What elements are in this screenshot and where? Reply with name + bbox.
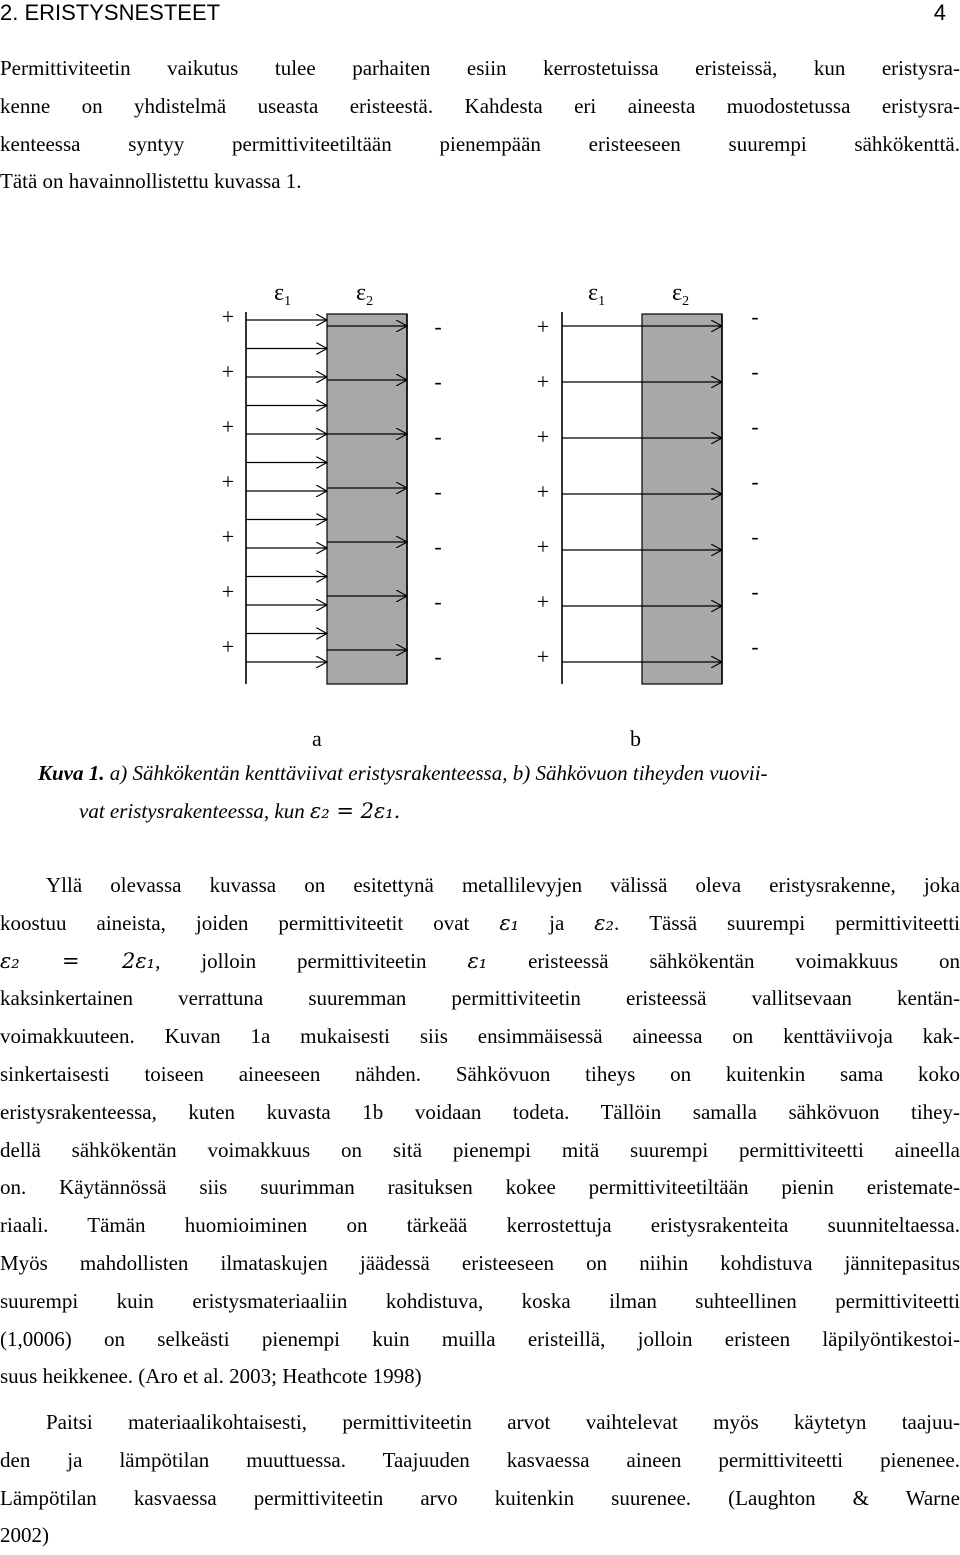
panel-b (537, 280, 759, 751)
body-line: voimakkuuteen. Kuvan 1a mukaisesti siis ensimmäisessä aineessa on kenttäviivoja kak- (0, 1024, 960, 1049)
math-eps2: ε₂ (594, 910, 614, 935)
math-eps1: ε₁ (467, 948, 488, 973)
body-line: koostuu aineista, joiden permittiviteetit ovat ε₁ ja ε₂. Tässä suurempi permittiviteetti (0, 910, 960, 935)
chapter-title: 2. ERISTYSNESTEET (0, 0, 221, 25)
minus-charge-sign: - (434, 534, 442, 559)
minus-charge-sign: - (434, 369, 442, 394)
body-paragraph-1 (0, 867, 960, 1396)
panel-b-eps1-label: $\varepsilon_1$ (588, 280, 606, 309)
page-number: 4 (933, 0, 946, 25)
caption-text-line2: vat eristysrakenteessa, kun (79, 799, 305, 823)
minus-charge-sign: - (434, 314, 442, 339)
panel-a-dielectric-2 (327, 314, 407, 684)
body-line: Paitsi materiaalikohtaisesti, permittiviteetin arvot vaihtelevat myös käytetyn taajuu- (46, 1410, 960, 1434)
body-line: Yllä olevassa kuvassa on esitettynä metallilevyjen välissä oleva eristysrakenne, joka (46, 873, 960, 897)
plus-charge-sign: + (536, 314, 550, 339)
body-line: Myös mahdollisten ilmataskujen jäädessä eristeeseen on niihin kohdistuva jännitерasitus (0, 1250, 960, 1275)
caption-formula: ε₂ = 2ε₁. (309, 799, 401, 823)
panel-b-eps2-label: $\varepsilon_2$ (672, 280, 690, 309)
body-line: (1,0006) on selkeästi pienempi kuin muilla eristeillä, jolloin eristeen läpilyöntikestoi- (0, 1326, 960, 1351)
plus-charge-sign: + (221, 469, 235, 494)
minus-charge-sign: - (751, 304, 759, 329)
body-line: eristysrakenteessa, kuten kuvasta 1b voidaan todeta. Tällöin samalla sähkövuon tihey- (0, 1099, 960, 1124)
minus-charge-sign: - (751, 414, 759, 439)
plus-charge-sign: + (536, 589, 550, 614)
minus-charge-sign: - (751, 469, 759, 494)
plus-charge-sign: + (536, 644, 550, 669)
plus-charge-sign: + (536, 369, 550, 394)
panel-b-label: b (630, 726, 641, 751)
figure-1 (200, 274, 800, 754)
math-eps2-equals-2eps1: ε₂ = 2ε₁ (0, 948, 156, 973)
minus-charge-sign: - (434, 644, 442, 669)
intro-line: Permittiviteetin vaikutus tulee parhaiten esiin kerrostetuissa eristeissä, kun eristysra- (0, 56, 960, 80)
body-line: sinkertaisesti toiseen aineeseen nähden. Sähkövuon tiheys on kuitenkin sama koko (0, 1061, 960, 1086)
panel-a (222, 280, 442, 751)
plus-charge-sign: + (221, 634, 235, 659)
panel-a-eps1-label: $\varepsilon_1$ (274, 280, 292, 309)
minus-charge-sign: - (434, 589, 442, 614)
body-line: ε₂ = 2ε₁, jolloin permittiviteetin ε₁ eristeessä sähkökentän voimakkuus on (0, 948, 960, 973)
minus-charge-sign: - (751, 579, 759, 604)
intro-line: Tätä on havainnollistettu kuvassa 1. (0, 169, 302, 194)
intro-paragraph (0, 50, 960, 201)
body-line: suus heikkenee. (Aro et al. 2003; Heathcote 1998) (0, 1364, 422, 1389)
plus-charge-sign: + (221, 414, 235, 439)
panel-a-label: a (312, 726, 322, 751)
caption-label: Kuva 1. (38, 761, 105, 785)
body-line: suurempi kuin eristysmateriaaliin kohdistuva, koska ilman suhteellinen permittiviteetti (0, 1288, 960, 1313)
plus-charge-sign: + (221, 524, 235, 549)
plus-charge-sign: + (536, 534, 550, 559)
plus-charge-sign: + (536, 424, 550, 449)
intro-line: kenteessa syntyy permittiviteetiltään pienempään eristeeseen suurempi sähkökenttä. (0, 131, 960, 156)
body-line: riaali. Tämän huomioiminen on tärkeää kerrostettuja eristysrakenteita suunniteltaessa. (0, 1213, 960, 1238)
minus-charge-sign: - (751, 359, 759, 384)
minus-charge-sign: - (434, 479, 442, 504)
body-line: dellä sähkökentän voimakkuus on sitä pienempi mitä suurempi permittiviteetti aineella (0, 1137, 960, 1162)
intro-line: kenne on yhdistelmä useasta eristeestä. Kahdesta eri aineesta muodostetussa eristysra- (0, 93, 960, 118)
minus-charge-sign: - (751, 524, 759, 549)
body-line: Lämpötilan kasvaessa permittiviteetin arvo kuitenkin suurenee. (Laughton & Warne (0, 1485, 960, 1510)
plus-charge-sign: + (221, 359, 235, 384)
plus-charge-sign: + (221, 579, 235, 604)
page-header (0, 0, 960, 30)
panel-b-dielectric-2 (642, 314, 722, 684)
body-line: on. Käytännössä siis suurimman rasituksen kokee permittiviteetiltään pienin eristemate- (0, 1175, 960, 1200)
body-line: kaksinkertainen verrattuna suuremman permittiviteetin eristeessä vallitsevaan kentän- (0, 986, 960, 1011)
panel-a-eps2-label: $\varepsilon_2$ (356, 280, 374, 309)
caption-text-line1: a) Sähkökentän kenttäviivat eristysrakenteessa, b) Sähkövuon tiheyden vuovii- (109, 761, 768, 785)
body-paragraph-2 (0, 1404, 960, 1555)
body-line: 2002) (0, 1523, 49, 1548)
minus-charge-sign: - (434, 424, 442, 449)
plus-charge-sign: + (536, 479, 550, 504)
plus-charge-sign: + (221, 304, 235, 329)
minus-charge-sign: - (751, 634, 759, 659)
math-eps1: ε₁ (499, 910, 520, 935)
body-line: den ja lämpötilan muuttuessa. Taajuuden kasvaessa aineen permittiviteetti pienenee. (0, 1447, 960, 1472)
